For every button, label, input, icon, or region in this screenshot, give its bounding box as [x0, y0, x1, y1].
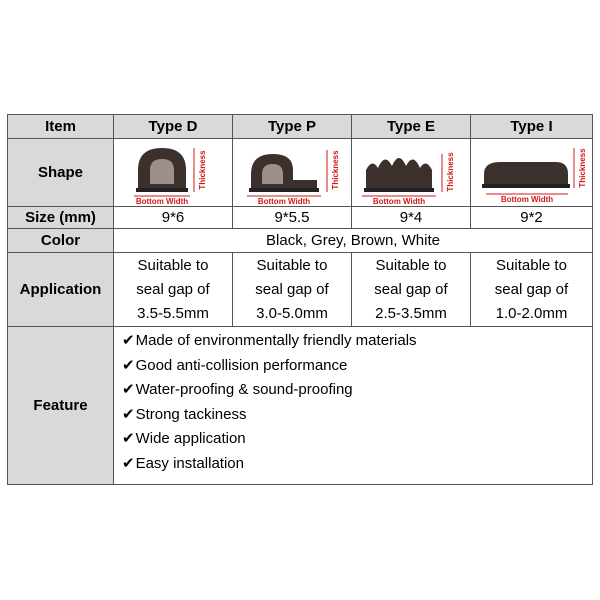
color-label: Color — [8, 229, 114, 253]
header-type-e: Type E — [352, 115, 471, 139]
thickness-label: Thickness — [577, 147, 587, 188]
application-line: seal gap of — [255, 280, 329, 298]
color-row — [8, 229, 593, 253]
bottom-width-label: Bottom Width — [372, 196, 426, 206]
header-item: Item — [8, 115, 114, 139]
check-icon: ✔ — [122, 381, 135, 398]
type-d-profile-image — [114, 140, 232, 206]
bottom-width-label: Bottom Width — [500, 194, 553, 204]
feature-label: Feature — [8, 327, 114, 485]
application-line: Suitable to — [256, 256, 328, 274]
feature-list — [114, 327, 593, 485]
application-line: seal gap of — [494, 280, 569, 298]
feature-item — [122, 354, 592, 379]
spec-table — [7, 114, 593, 485]
application-line: Suitable to — [496, 256, 567, 274]
size-label: Size (mm) — [8, 207, 114, 229]
feature-text: Made of environmentally friendly materials — [135, 332, 417, 349]
check-icon: ✔ — [122, 332, 135, 349]
header-row — [8, 115, 593, 139]
shape-cell-type-e — [352, 139, 471, 207]
application-type-p — [233, 253, 352, 327]
thickness-label: Thickness — [198, 149, 207, 190]
feature-row — [8, 327, 593, 485]
application-line: 3.5-5.5mm — [137, 304, 209, 322]
application-line: 3.0-5.0mm — [256, 304, 328, 322]
shape-row — [8, 139, 593, 207]
type-p-foam-shape — [251, 154, 317, 188]
feature-item — [122, 452, 592, 477]
size-type-p: 9*5.5 — [233, 207, 352, 229]
bottom-width-label: Bottom Width — [135, 196, 189, 206]
thickness-label: Thickness — [331, 149, 340, 190]
application-line: seal gap of — [136, 280, 210, 298]
feature-text: Strong tackiness — [135, 405, 247, 423]
application-line: 1.0-2.0mm — [495, 304, 568, 322]
type-d-foam-hollow — [150, 159, 174, 184]
color-value: Black, Grey, Brown, White — [114, 229, 593, 253]
thickness-label: Thickness — [446, 151, 455, 192]
check-icon: ✔ — [122, 430, 135, 447]
application-type-d — [114, 253, 233, 327]
check-icon: ✔ — [122, 405, 135, 423]
shape-cell-type-d — [114, 139, 233, 207]
application-row — [8, 253, 593, 327]
check-icon: ✔ — [122, 454, 135, 472]
header-type-d: Type D — [114, 115, 233, 139]
feature-item — [122, 378, 592, 403]
application-type-e — [352, 253, 471, 327]
application-line: Suitable to — [375, 256, 447, 274]
bottom-width-label: Bottom Width — [257, 196, 311, 206]
shape-label: Shape — [8, 139, 114, 207]
feature-item — [122, 427, 592, 452]
size-type-d: 9*6 — [114, 207, 233, 229]
size-type-e: 9*4 — [352, 207, 471, 229]
check-icon: ✔ — [122, 356, 135, 374]
feature-text: Easy installation — [135, 454, 244, 472]
shape-cell-type-p — [233, 139, 352, 207]
feature-text: Water-proofing & sound-proofing — [135, 381, 353, 398]
application-label: Application — [8, 253, 114, 327]
feature-text: Wide application — [135, 430, 246, 447]
type-e-profile-image — [352, 140, 470, 206]
shape-cell-type-i — [471, 139, 593, 207]
application-line: Suitable to — [137, 256, 209, 274]
header-type-i: Type I — [471, 115, 593, 139]
size-row — [8, 207, 593, 229]
application-line: seal gap of — [374, 280, 448, 298]
feature-text: Good anti-collision performance — [135, 356, 348, 374]
type-i-profile-image — [472, 140, 592, 206]
type-e-foam-shape — [366, 158, 432, 188]
header-type-p: Type P — [233, 115, 352, 139]
application-line: 2.5-3.5mm — [375, 304, 447, 322]
type-i-foam-shape — [484, 162, 568, 184]
feature-item — [122, 329, 592, 354]
application-type-i — [471, 253, 593, 327]
size-type-i: 9*2 — [471, 207, 593, 229]
feature-item — [122, 403, 592, 428]
type-p-foam-hollow — [262, 164, 283, 184]
type-p-profile-image — [233, 140, 351, 206]
